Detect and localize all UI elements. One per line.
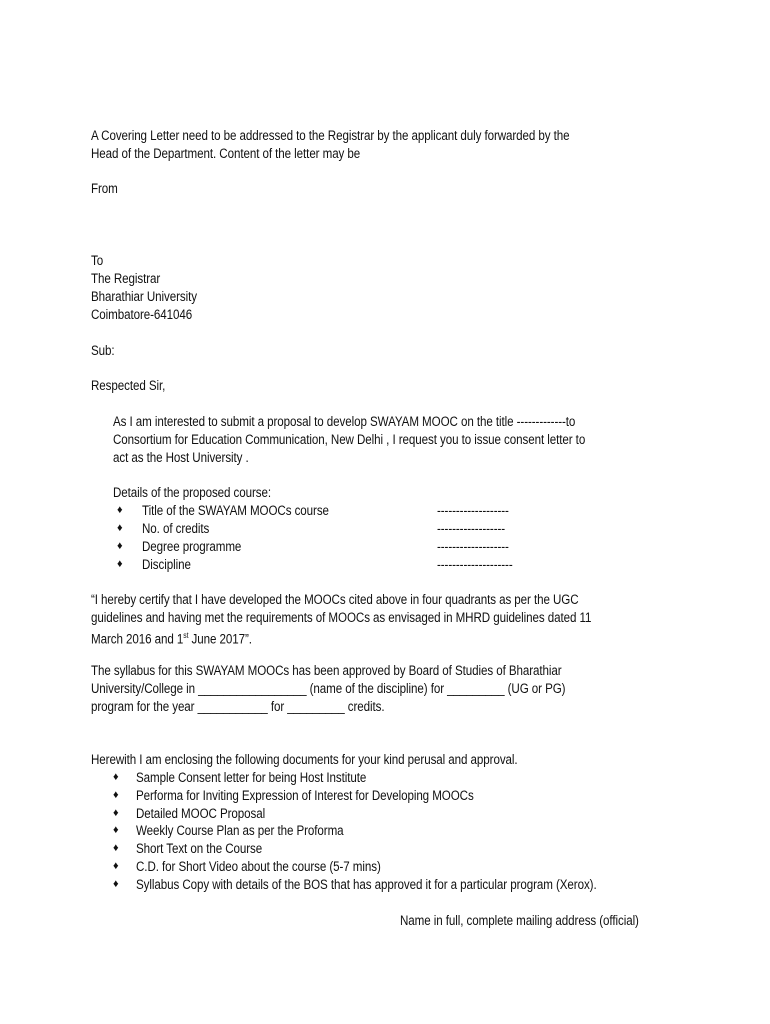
enclosure-item: Sample Consent letter for being Host Institute — [136, 770, 367, 785]
certify-date-text: March 2016 and 1 — [91, 631, 184, 647]
enclosure-item: Short Text on the Course — [136, 841, 263, 856]
syllabus-line-2: University/College in _________________ (name of the discipline) for _________ (UG or PG) — [91, 681, 566, 696]
syllabus-line-3: program for the year ___________ for _________ credits. — [91, 699, 385, 714]
diamond-bullet-icon — [113, 805, 119, 822]
para1-line-3: act as the Host University . — [113, 450, 249, 465]
diamond-bullet-icon — [113, 787, 119, 804]
detail-label: Degree programme — [142, 539, 242, 554]
enclosure-item: Weekly Course Plan as per the Proforma — [136, 823, 344, 838]
diamond-bullet-icon — [113, 822, 119, 839]
from-label: From — [91, 181, 118, 196]
details-heading: Details of the proposed course: — [113, 485, 272, 500]
salutation: Respected Sir, — [91, 378, 166, 393]
diamond-bullet-icon — [117, 556, 123, 573]
certify-date-text-end: June 2017”. — [188, 631, 252, 647]
detail-label: Title of the SWAYAM MOOCs course — [142, 503, 329, 518]
para1-line-1: As I am interested to submit a proposal to develop SWAYAM MOOC on the title -------------to — [113, 414, 576, 429]
detail-blank: ------------------- — [437, 503, 509, 518]
certify-line-3 — [91, 627, 252, 648]
enclosure-item: Performa for Inviting Expression of Interest for Developing MOOCs — [136, 788, 474, 803]
diamond-bullet-icon — [113, 840, 119, 857]
syllabus-line-1: The syllabus for this SWAYAM MOOCs has been approved by Board of Studies of Bharathiar — [91, 663, 562, 678]
recipient-title: The Registrar — [91, 271, 161, 286]
enclosure-item: C.D. for Short Video about the course (5-7 mins) — [136, 859, 381, 874]
ordinal-suffix: st — [183, 631, 189, 640]
para1-line-2: Consortium for Education Communication, New Delhi , I request you to issue consent letter to — [113, 432, 586, 447]
detail-blank: ------------------- — [437, 539, 509, 554]
detail-label: Discipline — [142, 557, 191, 572]
to-label: To — [91, 253, 104, 268]
subject-label: Sub: — [91, 343, 115, 358]
intro-line-1: A Covering Letter need to be addressed to the Registrar by the applicant duly forwarded by the — [91, 128, 570, 143]
certify-line-1: “I hereby certify that I have developed the MOOCs cited above in four quadrants as per the UGC — [91, 592, 579, 607]
diamond-bullet-icon — [117, 502, 123, 519]
intro-line-2: Head of the Department. Content of the letter may be — [91, 146, 361, 161]
certify-line-2: guidelines and having met the requirements of MOOCs as envisaged in MHRD guidelines dated 11 — [91, 610, 592, 625]
detail-blank: ------------------ — [437, 521, 506, 536]
diamond-bullet-icon — [113, 769, 119, 786]
diamond-bullet-icon — [113, 876, 119, 893]
enclosure-item: Syllabus Copy with details of the BOS that has approved it for a particular program (Xerox). — [136, 877, 597, 892]
enclosure-item: Detailed MOOC Proposal — [136, 806, 266, 821]
enclosures-heading: Herewith I am enclosing the following documents for your kind perusal and approval. — [91, 752, 518, 767]
detail-label: No. of credits — [142, 521, 210, 536]
detail-blank: -------------------- — [437, 557, 513, 572]
diamond-bullet-icon — [117, 538, 123, 555]
diamond-bullet-icon — [117, 520, 123, 537]
signature-line: Name in full, complete mailing address (official) — [400, 913, 639, 928]
recipient-university: Bharathiar University — [91, 289, 197, 304]
diamond-bullet-icon — [113, 858, 119, 875]
recipient-city: Coimbatore-641046 — [91, 307, 193, 322]
